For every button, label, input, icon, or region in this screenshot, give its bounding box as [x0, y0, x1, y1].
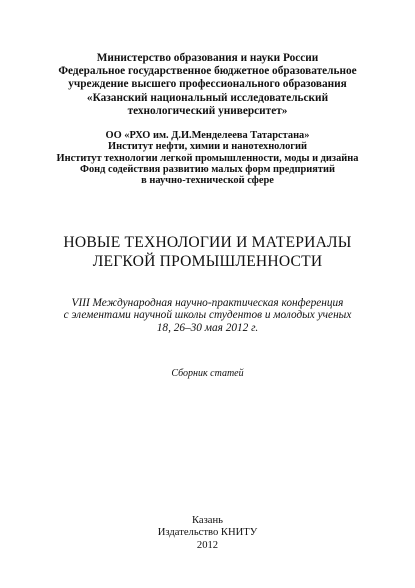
- ministry-line: «Казанский национальный исследовательский: [86, 91, 329, 104]
- organizations-list: [0, 130, 415, 186]
- book-title: [0, 233, 415, 271]
- organization-line: Институт технологии легкой промышленности, моды и дизайна: [56, 152, 359, 164]
- organization-line: в научно-технической сфере: [141, 175, 274, 187]
- ministry-line: Федеральное государственное бюджетное образовательное: [58, 65, 357, 78]
- collection-label-text: Сборник статей: [171, 368, 244, 379]
- conference-line: VIII Международная научно-практическая конференция: [71, 297, 344, 309]
- title-line: ЛЕГКОЙ ПРОМЫШЛЕННОСТИ: [92, 253, 323, 270]
- collection-label: [0, 368, 415, 380]
- ministry-line: Министерство образования и науки России: [96, 52, 319, 64]
- ministry-line: учреждение высшего профессионального образования: [68, 78, 347, 91]
- imprint: [0, 515, 415, 552]
- imprint-publisher: Издательство КНИТУ: [157, 527, 258, 539]
- title-line: НОВЫЕ ТЕХНОЛОГИИ И МАТЕРИАЛЫ: [63, 234, 352, 251]
- imprint-city: Казань: [191, 515, 223, 526]
- imprint-year: 2012: [196, 539, 219, 551]
- conference-line: 18, 26–30 мая 2012 г.: [156, 321, 259, 334]
- ministry-line: технологический университет»: [127, 104, 288, 117]
- organization-line: ОО «РХО им. Д.И.Менделеева Татарстана»: [105, 130, 310, 141]
- organization-line: Фонд содействия развитию малых форм предприятий: [80, 163, 335, 175]
- ministry-header: [0, 52, 415, 118]
- organization-line: Институт нефти, химии и нанотехнологий: [108, 141, 307, 153]
- conference-info: [0, 297, 415, 334]
- conference-line: с элементами научной школы студентов и молодых ученых: [63, 309, 352, 322]
